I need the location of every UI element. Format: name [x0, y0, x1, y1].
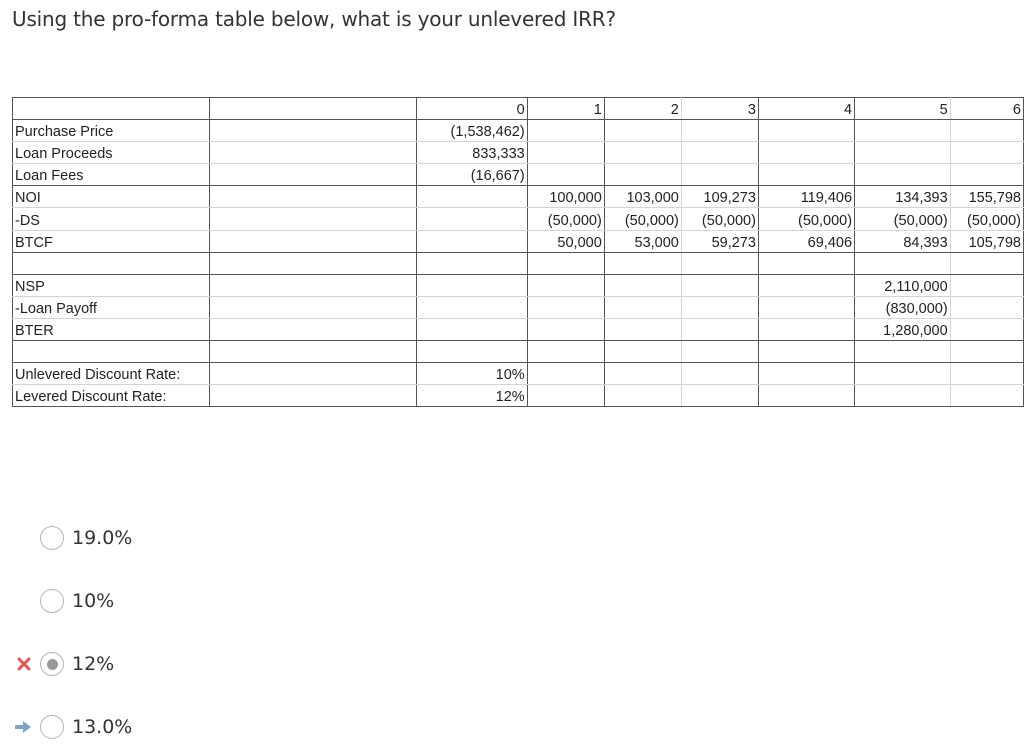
- table-cell: [604, 274, 681, 296]
- table-cell: NSP: [13, 274, 210, 296]
- table-cell: [681, 274, 758, 296]
- table-cell: 6: [950, 98, 1023, 120]
- table-cell: [209, 252, 417, 274]
- table-cell: [604, 142, 681, 164]
- table-cell: [209, 341, 417, 363]
- table-cell: [209, 208, 417, 230]
- table-cell: NOI: [13, 186, 210, 208]
- answer-option-2[interactable]: [40, 588, 114, 614]
- answer-option-4[interactable]: [40, 714, 132, 740]
- table-cell: [950, 318, 1023, 340]
- table-cell: [950, 164, 1023, 186]
- table-cell: [681, 142, 758, 164]
- table-cell: 100,000: [527, 186, 604, 208]
- table-cell: 59,273: [681, 230, 758, 252]
- table-cell: (50,000): [950, 208, 1023, 230]
- table-cell: [604, 363, 681, 385]
- table-cell: [855, 252, 951, 274]
- table-cell: [855, 164, 951, 186]
- table-cell: [950, 120, 1023, 142]
- table-cell: [758, 164, 854, 186]
- table-cell: [13, 98, 210, 120]
- table-cell: [209, 363, 417, 385]
- table-cell: [950, 274, 1023, 296]
- table-cell: [950, 142, 1023, 164]
- table-row: [13, 98, 1024, 120]
- table-cell: [527, 318, 604, 340]
- table-row: [13, 341, 1024, 363]
- table-cell: 3: [681, 98, 758, 120]
- answer-option-3-label: 12%: [72, 653, 115, 675]
- question-text: Using the pro-forma table below, what is your unlevered IRR?: [12, 7, 616, 31]
- table-cell: [855, 385, 951, 407]
- table-cell: [527, 252, 604, 274]
- table-cell: [758, 120, 854, 142]
- table-cell: 155,798: [950, 186, 1023, 208]
- table-cell: 1: [527, 98, 604, 120]
- table-cell: [681, 318, 758, 340]
- table-cell: (50,000): [527, 208, 604, 230]
- incorrect-x-icon: [14, 654, 34, 674]
- table-cell: Levered Discount Rate:: [13, 385, 210, 407]
- table-cell: 103,000: [604, 186, 681, 208]
- table-cell: [681, 296, 758, 318]
- table-row: [13, 274, 1024, 296]
- answer-option-1-label: 19.0%: [72, 527, 133, 549]
- table-row: [13, 385, 1024, 407]
- table-cell: [758, 296, 854, 318]
- table-cell: [758, 318, 854, 340]
- table-cell: [758, 274, 854, 296]
- table-cell: [209, 296, 417, 318]
- table-cell: [209, 120, 417, 142]
- table-cell: [417, 296, 527, 318]
- table-cell: 0: [417, 98, 527, 120]
- table-cell: [855, 341, 951, 363]
- table-cell: Loan Fees: [13, 164, 210, 186]
- table-cell: [417, 274, 527, 296]
- table-cell: [758, 341, 854, 363]
- table-cell: 5: [855, 98, 951, 120]
- table-cell: [417, 318, 527, 340]
- table-cell: 119,406: [758, 186, 854, 208]
- table-cell: [417, 186, 527, 208]
- table-cell: 10%: [417, 363, 527, 385]
- radio-button-2[interactable]: [40, 589, 64, 613]
- table-cell: Loan Proceeds: [13, 142, 210, 164]
- table-row: [13, 208, 1024, 230]
- table-cell: [209, 142, 417, 164]
- table-row: [13, 252, 1024, 274]
- pro-forma-table: [12, 97, 1024, 407]
- table-row: [13, 120, 1024, 142]
- table-cell: (50,000): [855, 208, 951, 230]
- table-cell: [758, 252, 854, 274]
- table-cell: [527, 142, 604, 164]
- radio-button-3-selected[interactable]: [40, 652, 64, 676]
- table-cell: [527, 363, 604, 385]
- table-cell: (830,000): [855, 296, 951, 318]
- table-row: [13, 142, 1024, 164]
- table-cell: [681, 252, 758, 274]
- radio-button-4[interactable]: [40, 715, 64, 739]
- table-row: [13, 363, 1024, 385]
- table-cell: [209, 186, 417, 208]
- table-cell: [604, 318, 681, 340]
- table-cell: 53,000: [604, 230, 681, 252]
- table-row: [13, 318, 1024, 340]
- table-cell: [604, 252, 681, 274]
- table-cell: [950, 385, 1023, 407]
- table-cell: [604, 120, 681, 142]
- table-cell: 2,110,000: [855, 274, 951, 296]
- table-cell: [758, 363, 854, 385]
- answer-option-2-label: 10%: [72, 590, 115, 612]
- table-cell: -DS: [13, 208, 210, 230]
- table-cell: [209, 98, 417, 120]
- table-cell: [604, 296, 681, 318]
- table-cell: (16,667): [417, 164, 527, 186]
- table-cell: [855, 142, 951, 164]
- table-cell: [855, 120, 951, 142]
- table-cell: [527, 296, 604, 318]
- table-cell: (50,000): [604, 208, 681, 230]
- table-cell: 84,393: [855, 230, 951, 252]
- table-cell: Unlevered Discount Rate:: [13, 363, 210, 385]
- answer-option-1[interactable]: [40, 525, 132, 551]
- table-cell: [604, 341, 681, 363]
- table-cell: [527, 164, 604, 186]
- table-cell: [681, 363, 758, 385]
- table-row: [13, 164, 1024, 186]
- table-cell: [950, 363, 1023, 385]
- table-cell: [209, 385, 417, 407]
- table-cell: 12%: [417, 385, 527, 407]
- table-cell: [417, 230, 527, 252]
- table-cell: [13, 341, 210, 363]
- radio-button-1[interactable]: [40, 526, 64, 550]
- table-cell: -Loan Payoff: [13, 296, 210, 318]
- table-cell: [417, 252, 527, 274]
- table-cell: [527, 120, 604, 142]
- table-cell: [681, 341, 758, 363]
- table-cell: BTCF: [13, 230, 210, 252]
- table-cell: 69,406: [758, 230, 854, 252]
- table-cell: [950, 252, 1023, 274]
- table-cell: 105,798: [950, 230, 1023, 252]
- answer-option-4-label: 13.0%: [72, 716, 133, 738]
- table-cell: BTER: [13, 318, 210, 340]
- table-cell: [527, 341, 604, 363]
- table-cell: (1,538,462): [417, 120, 527, 142]
- table-cell: [855, 363, 951, 385]
- table-cell: (50,000): [681, 208, 758, 230]
- table-cell: [527, 385, 604, 407]
- table-cell: [527, 274, 604, 296]
- table-cell: [681, 120, 758, 142]
- table-cell: 109,273: [681, 186, 758, 208]
- table-cell: 4: [758, 98, 854, 120]
- table-cell: (50,000): [758, 208, 854, 230]
- table-cell: [950, 341, 1023, 363]
- table-cell: [209, 230, 417, 252]
- table-cell: [604, 164, 681, 186]
- table-cell: 833,333: [417, 142, 527, 164]
- table-cell: [417, 341, 527, 363]
- table-row: [13, 186, 1024, 208]
- table-cell: [209, 318, 417, 340]
- table-cell: [13, 252, 210, 274]
- table-cell: Purchase Price: [13, 120, 210, 142]
- table-cell: [209, 164, 417, 186]
- table-cell: [950, 296, 1023, 318]
- table-cell: [681, 164, 758, 186]
- table-cell: 2: [604, 98, 681, 120]
- table-cell: [209, 274, 417, 296]
- table-cell: 134,393: [855, 186, 951, 208]
- table-cell: [417, 208, 527, 230]
- table-cell: [604, 385, 681, 407]
- table-cell: 1,280,000: [855, 318, 951, 340]
- answer-option-3[interactable]: [40, 651, 114, 677]
- table-row: [13, 296, 1024, 318]
- table-cell: [681, 385, 758, 407]
- table-cell: 50,000: [527, 230, 604, 252]
- table-row: [13, 230, 1024, 252]
- table-cell: [758, 142, 854, 164]
- correct-answer-arrow-icon: [13, 717, 33, 737]
- table-cell: [758, 385, 854, 407]
